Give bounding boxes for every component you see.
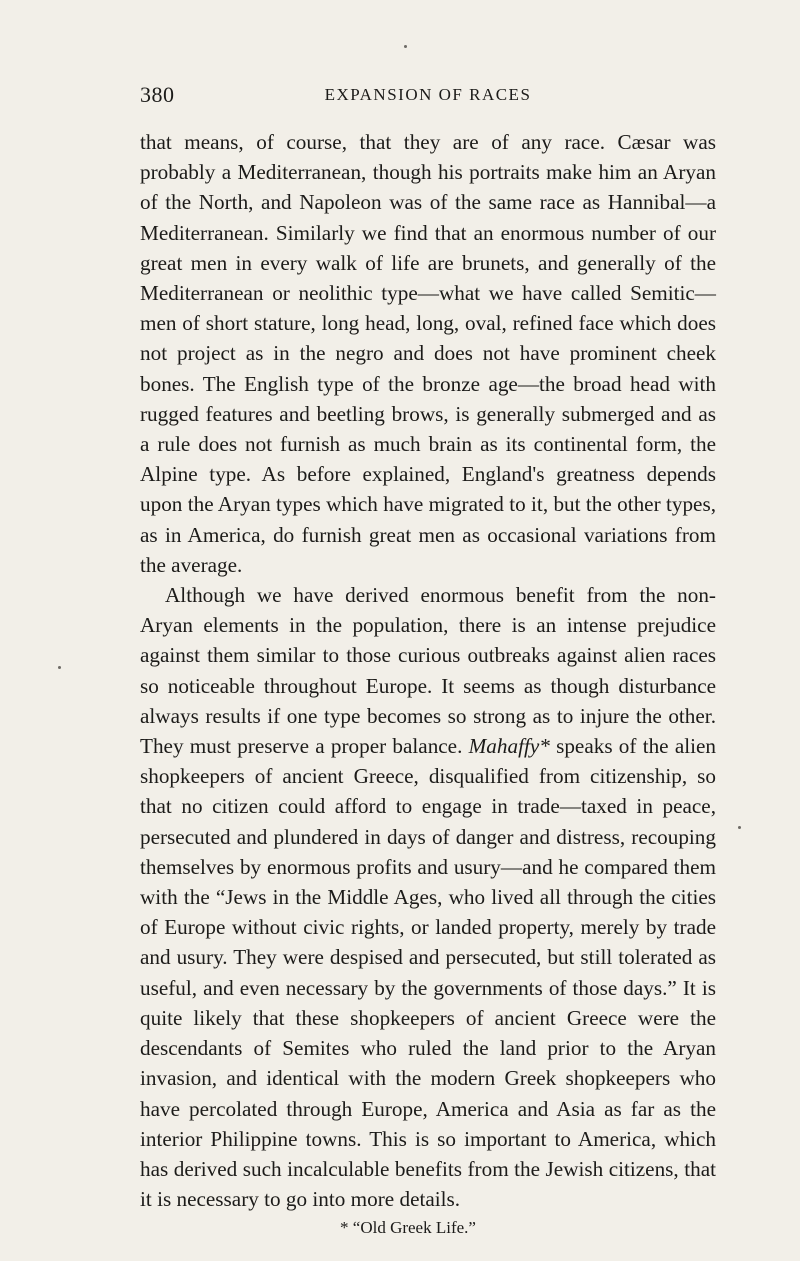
- body-text: [140, 127, 716, 1240]
- running-head: EXPANSION OF RACES: [324, 85, 532, 104]
- paragraph-2-text-before: Although we have derived enormous benefit from the non-Aryan elements in the population, there is an intense prejudice against them similar to those curious outbreaks against alien races so noticeable throughout Europe. It seems as though disturbance always results if one type becomes so strong as to injure the other. They must preserve a proper balance.: [140, 583, 716, 759]
- footnote-marker: *: [539, 734, 550, 759]
- page-speck: [58, 666, 61, 669]
- paragraph-2-text-after: speaks of the alien shopkeepers of ancient Greece, disqualified from citizenship, so that no citizen could afford to engage in trade—taxed in peace, persecuted and plundered in days of danger and distress, recouping themselves by enormous profits and usury—and he compared them with the “Jews in the Middle Ages, who lived all through the cities of Europe without civic rights, or landed property, merely by trade and usury. They were despised and persecuted, but still tolerated as useful, and even necessary by the governments of those days.” It is quite likely that these shopkeepers of ancient Greece were the descendants of Semites who ruled the land prior to the Aryan invasion, and identical with the modern Greek shopkeepers who have percolated through Europe, America and Asia as far as the interior Philippine towns. This is so important to America, which has derived such incalculable benefits from the Jewish citizens, that it is necessary to go into more details.: [140, 734, 717, 1212]
- author-name: Mahaffy: [468, 734, 540, 759]
- page-number: 380: [140, 82, 175, 107]
- paragraph-1: that means, of course, that they are of any race. Cæsar was probably a Mediterranean, though his portraits make him an Aryan of the North, and Napoleon was of the same race as Hannibal—a Mediterranean. Similarly we find that an enormous number of our great men in every walk of life are brunets, and generally of the Mediterranean or neolithic type—what we have called Semitic—men of short stature, long head, long, oval, refined face which does not project as in the negro and does not have prominent cheek bones. The English type of the bronze age—the broad head with rugged features and beetling brows, is generally submerged and as a rule does not furnish as much brain as its continental form, the Alpine type. As before explained, England's greatness depends upon the Aryan types which have migrated to it, but the other types, as in America, do furnish great men as occasional variations from the average.: [140, 130, 716, 577]
- footnote: * “Old Greek Life.”: [340, 1218, 476, 1238]
- page-speck: [738, 826, 741, 829]
- paragraph-2: [140, 580, 716, 1214]
- page-header: [140, 82, 716, 118]
- page-speck: [404, 45, 407, 48]
